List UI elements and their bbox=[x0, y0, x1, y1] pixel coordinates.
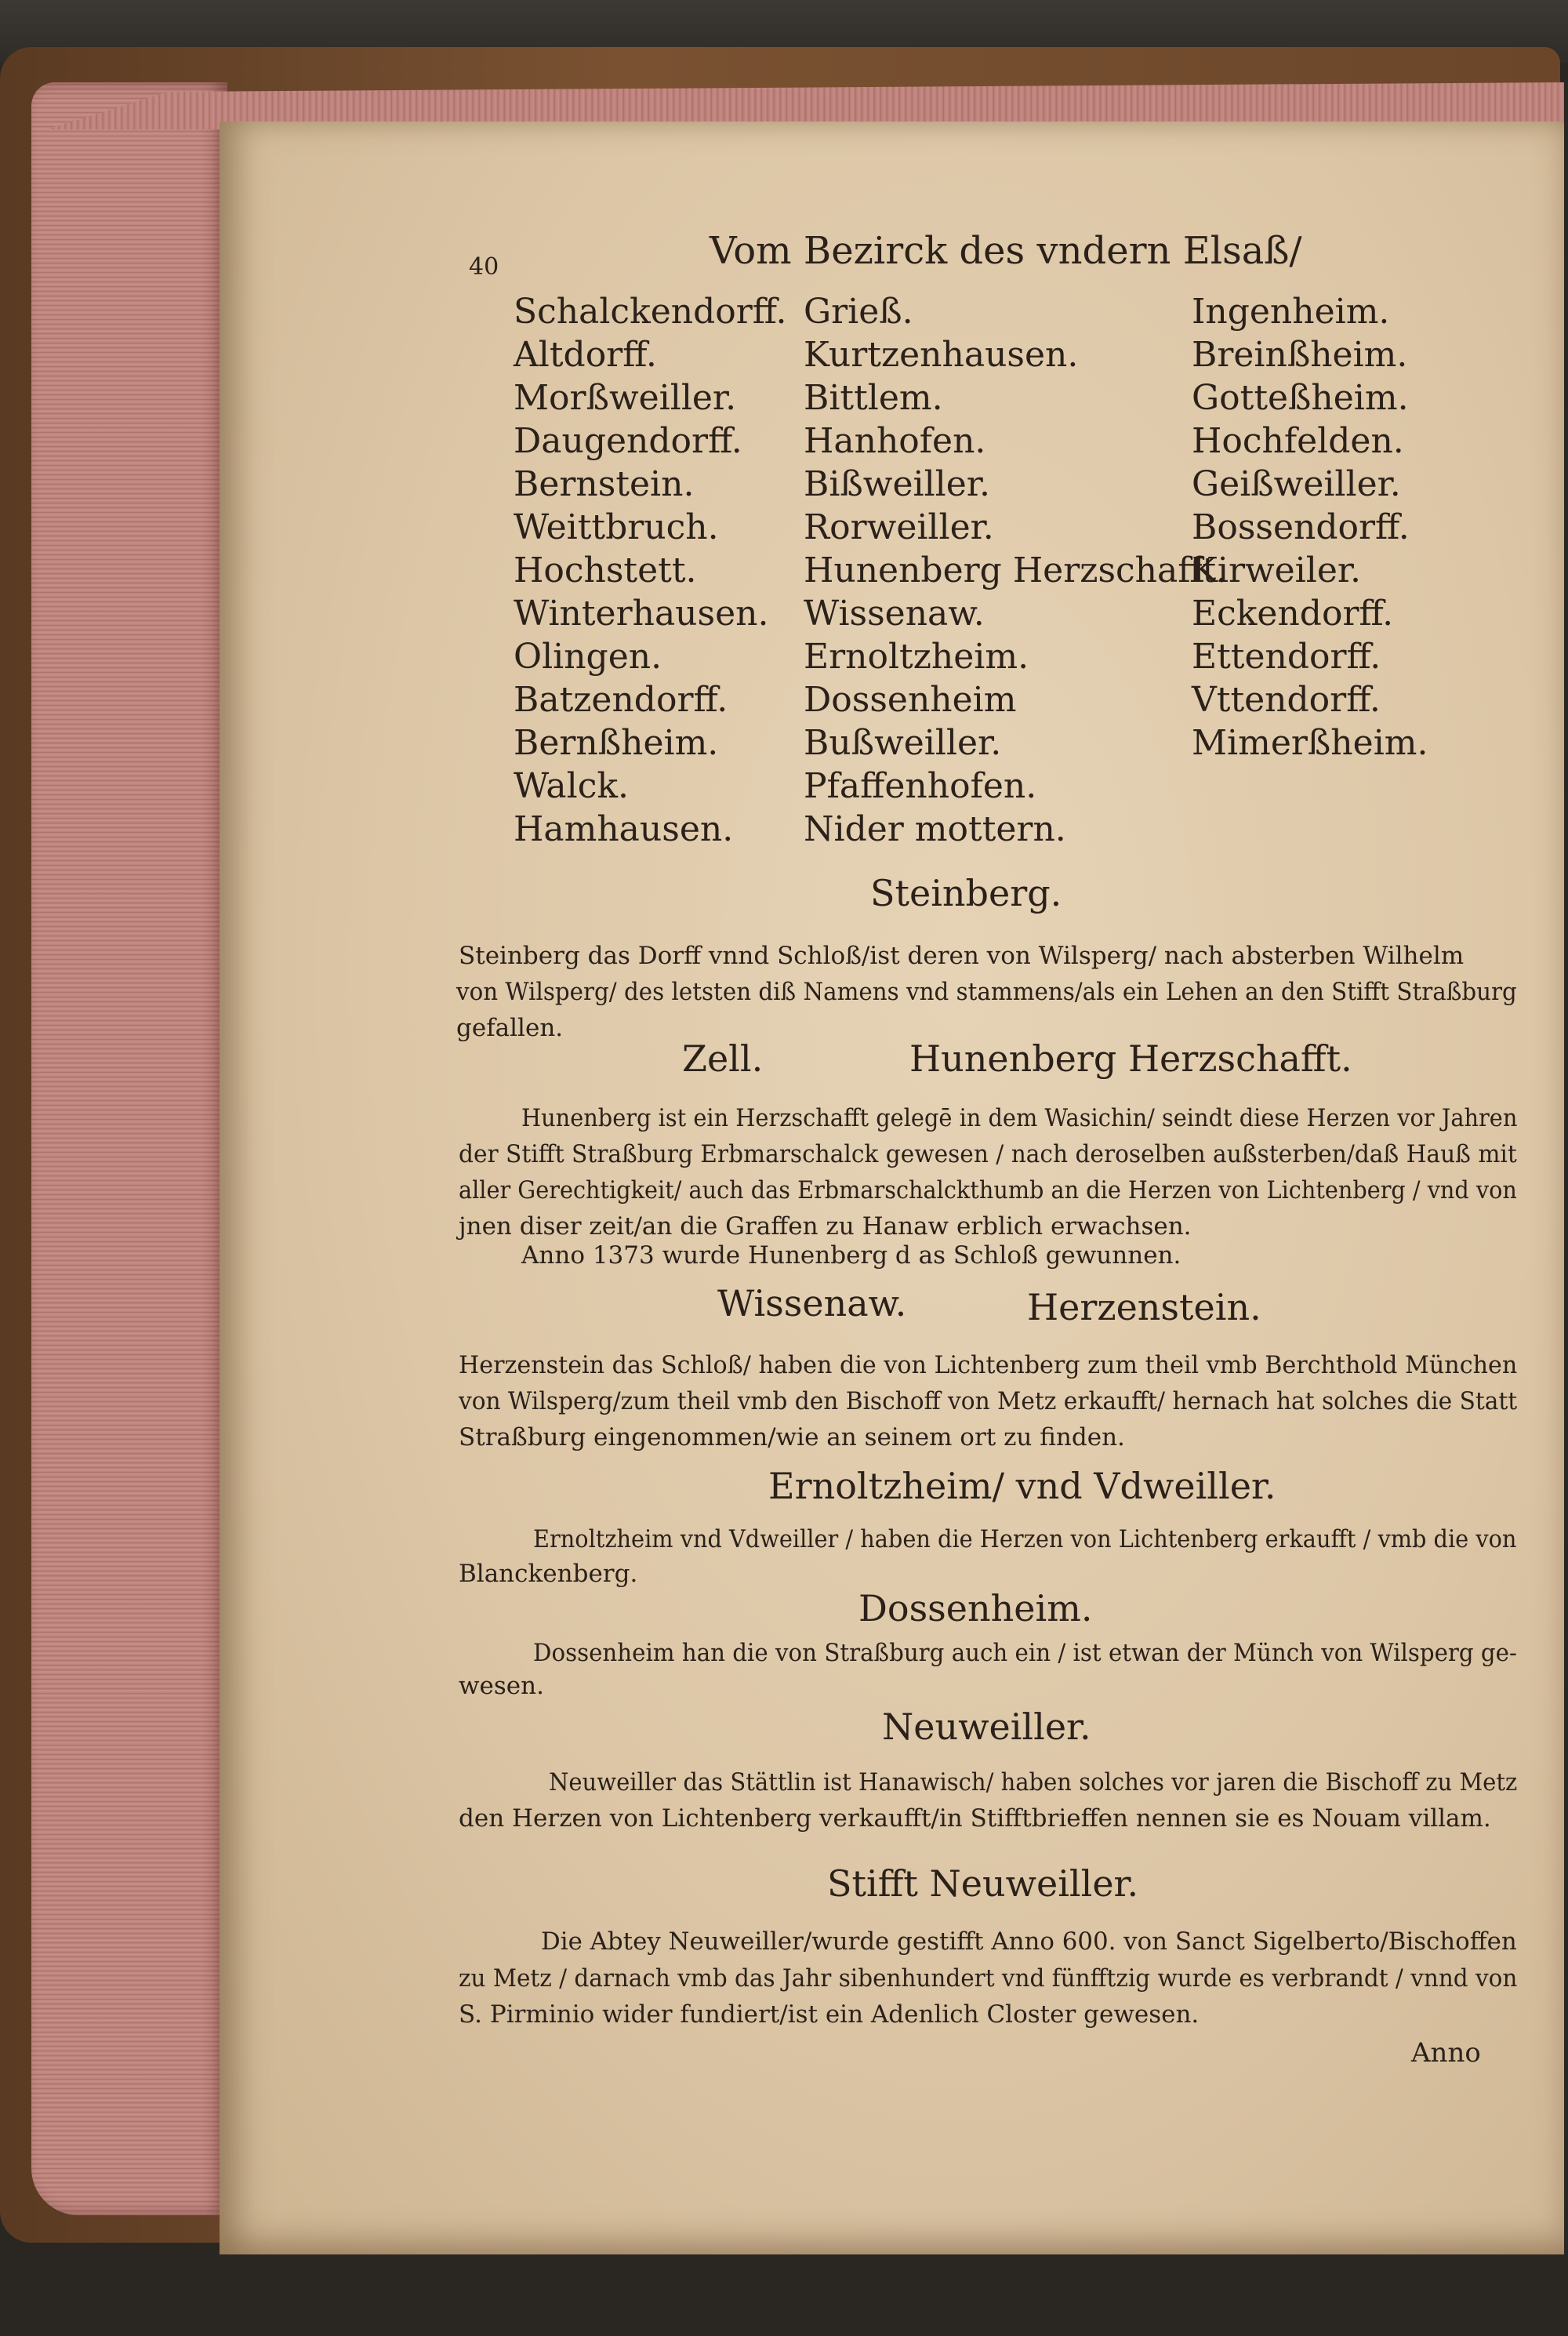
page-number: 40 bbox=[469, 253, 499, 281]
place-name: Hochfelden. bbox=[1192, 421, 1404, 461]
paragraph-line: Anno 1373 wurde Hunenberg d as Schloß gewunnen. bbox=[521, 1241, 1181, 1270]
paragraph-line: Steinberg das Dorff vnnd Schloß/ist deren von Wilsperg/ nach absterben Wilhelm bbox=[459, 942, 1465, 970]
section-heading-herzenstein: Herzenstein. bbox=[1027, 1286, 1261, 1328]
place-name: Walck. bbox=[514, 766, 629, 806]
section-heading-stifft-neuweiller: Stifft Neuweiller. bbox=[827, 1862, 1139, 1905]
place-name: Vttendorff. bbox=[1192, 680, 1381, 720]
place-name: Wissenaw. bbox=[804, 594, 985, 634]
place-name: Breinßheim. bbox=[1192, 335, 1408, 375]
section-heading-wissenaw: Wissenaw. bbox=[717, 1282, 907, 1324]
place-name: Bernßheim. bbox=[514, 723, 719, 763]
section-heading-dossenheim: Dossenheim. bbox=[858, 1587, 1093, 1629]
place-name: Hamhausen. bbox=[514, 809, 734, 849]
section-heading-neuweiller: Neuweiller. bbox=[882, 1706, 1091, 1748]
place-name: Rorweiller. bbox=[804, 507, 994, 547]
place-name: Olingen. bbox=[514, 637, 662, 677]
place-name: Ettendorff. bbox=[1192, 637, 1381, 677]
paragraph-line: von Wilsperg/zum theil vmb den Bischoff von Metz erkaufft/ hernach hat solches die Statt bbox=[459, 1387, 1518, 1415]
paragraph-line: Dossenheim han die von Straßburg auch ein / ist etwan der Münch von Wilsperg ge- bbox=[533, 1639, 1517, 1667]
place-name: Bernstein. bbox=[514, 464, 695, 504]
place-name: Ernoltzheim. bbox=[804, 637, 1029, 677]
paragraph-line: Straßburg eingenommen/wie an seinem ort zu finden. bbox=[459, 1423, 1125, 1451]
place-name: Gotteßheim. bbox=[1192, 378, 1409, 418]
place-name: Daugendorff. bbox=[514, 421, 742, 461]
section-heading-steinberg: Steinberg. bbox=[870, 872, 1062, 914]
paragraph-line: S. Pirminio wider fundiert/ist ein Adenlich Closter gewesen. bbox=[459, 2000, 1200, 2029]
place-name: Altdorff. bbox=[514, 335, 657, 375]
place-list-column-3 bbox=[1192, 290, 1428, 765]
paragraph-line: aller Gerechtigkeit/ auch das Erbmarschalckthumb an die Herzen von Lichtenberg / vnd von bbox=[459, 1176, 1517, 1204]
place-name: Hochstett. bbox=[514, 550, 697, 590]
place-name: Geißweiller. bbox=[1192, 464, 1401, 504]
paragraph-line: Herzenstein das Schloß/ haben die von Lichtenberg zum theil vmb Berchthold München bbox=[459, 1351, 1518, 1379]
paragraph-line: Ernoltzheim vnd Vdweiller / haben die Herzen von Lichtenberg erkaufft / vmb die von bbox=[533, 1525, 1517, 1553]
place-list-column-2 bbox=[804, 290, 1227, 851]
paragraph-line: der Stifft Straßburg Erbmarschalck gewesen / nach deroselben außsterben/daß Hauß mit bbox=[459, 1140, 1517, 1168]
place-name: Ingenheim. bbox=[1192, 292, 1390, 332]
catchword: Anno bbox=[1411, 2037, 1481, 2069]
place-name: Hunenberg Herzschafft. bbox=[804, 550, 1228, 590]
place-name: Bißweiller. bbox=[804, 464, 990, 504]
place-name: Dossenheim bbox=[804, 680, 1017, 720]
place-name: Batzendorff. bbox=[514, 680, 728, 720]
running-head: Vom Bezirck des vndern Elsaß/ bbox=[710, 229, 1302, 273]
place-name: Winterhausen. bbox=[514, 594, 769, 634]
paragraph-line: wesen. bbox=[459, 1672, 544, 1700]
paragraph-line: den Herzen von Lichtenberg verkaufft/in Stifftbrieffen nennen sie es Nouam villam. bbox=[459, 1804, 1491, 1833]
place-name: Bußweiller. bbox=[804, 723, 1002, 763]
paragraph-line: von Wilsperg/ des letsten diß Namens vnd stammens/als ein Lehen an den Stifft Straßburg bbox=[456, 978, 1517, 1006]
place-name: Mimerßheim. bbox=[1192, 723, 1428, 763]
paragraph-line: Blanckenberg. bbox=[459, 1560, 638, 1588]
paragraph-line: Hunenberg ist ein Herzschafft gelegē in dem Wasichin/ seindt diese Herzen vor Jahren bbox=[521, 1104, 1518, 1132]
place-name: Bossendorff. bbox=[1192, 507, 1410, 547]
section-heading-zell: Zell. bbox=[682, 1037, 764, 1080]
place-name: Schalckendorff. bbox=[514, 292, 787, 332]
place-name: Morßweiller. bbox=[514, 378, 737, 418]
paragraph-line: gefallen. bbox=[456, 1014, 564, 1042]
place-name: Pfaffenhofen. bbox=[804, 766, 1037, 806]
place-name: Hanhofen. bbox=[804, 421, 986, 461]
place-name: Kirweiler. bbox=[1192, 550, 1362, 590]
place-name: Bittlem. bbox=[804, 378, 943, 418]
place-name: Grieß. bbox=[804, 292, 913, 332]
paragraph-line: Neuweiller das Stättlin ist Hanawisch/ haben solches vor jaren die Bischoff zu Metz bbox=[549, 1768, 1518, 1797]
paragraph-line: jnen diser zeit/an die Graffen zu Hanaw erblich erwachsen. bbox=[459, 1212, 1192, 1241]
place-name: Kurtzenhausen. bbox=[804, 335, 1079, 375]
section-heading-ernoltzheim: Ernoltzheim/ vnd Vdweiller. bbox=[768, 1465, 1276, 1507]
paragraph-line: Die Abtey Neuweiller/wurde gestifft Anno 600. von Sanct Sigelberto/Bischoffen bbox=[541, 1927, 1517, 1956]
place-name: Nider mottern. bbox=[804, 809, 1066, 849]
page-block-edge bbox=[31, 82, 227, 2215]
place-name: Weittbruch. bbox=[514, 507, 719, 547]
section-heading-hunenberg: Hunenberg Herzschafft. bbox=[909, 1037, 1352, 1080]
place-name: Eckendorff. bbox=[1192, 594, 1394, 634]
place-list-column-1 bbox=[514, 290, 786, 851]
paragraph-line: zu Metz / darnach vmb das Jahr sibenhundert vnd fünfftzig wurde es verbrandt / vnnd von bbox=[459, 1964, 1518, 1993]
